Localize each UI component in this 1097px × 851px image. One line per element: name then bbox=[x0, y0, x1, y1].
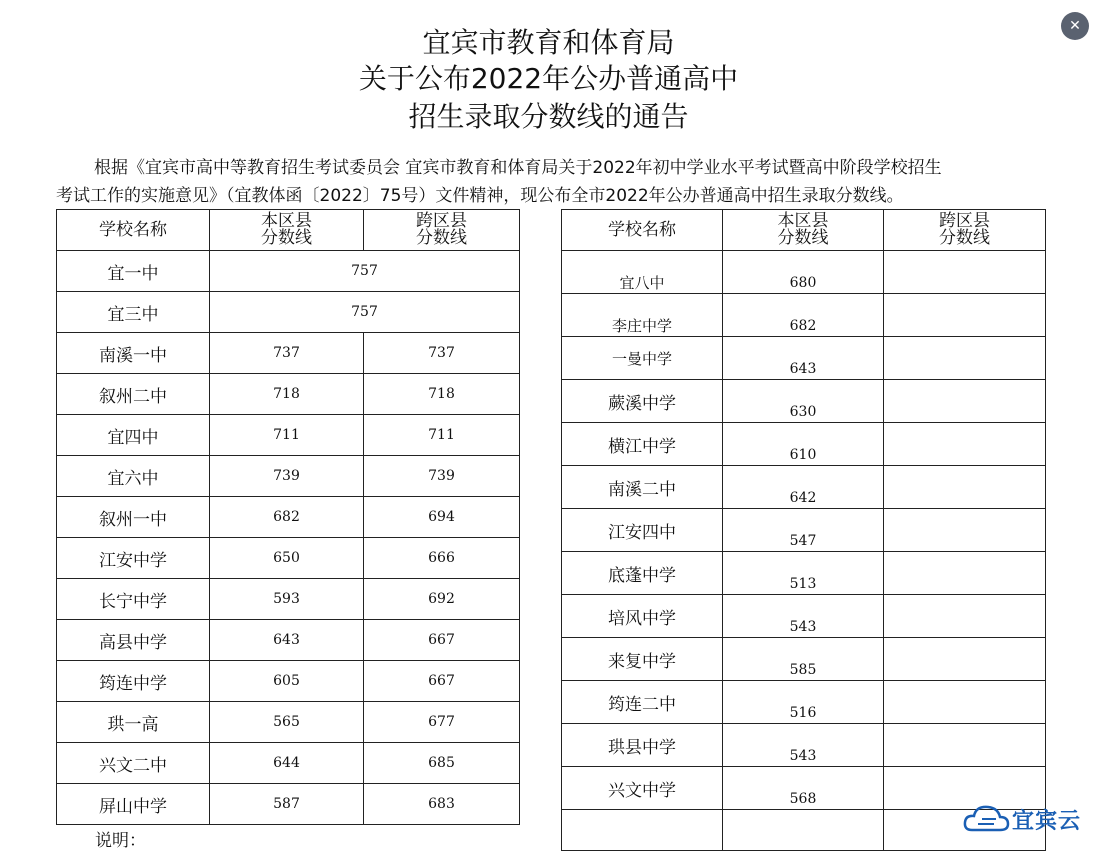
page-title-line-2: 关于公布2022年公办普通高中 bbox=[358, 62, 739, 95]
intro-paragraph-line-1: 根据《宜宾市高中等教育招生考试委员会 宜宾市教育和体育局关于2022年初中学业水平考试暨高中阶段学校招生 bbox=[94, 158, 942, 178]
local-score: 593 bbox=[210, 579, 364, 620]
page-title-line-3: 招生录取分数线的通告 bbox=[408, 100, 689, 133]
local-score: 642 bbox=[723, 466, 884, 509]
local-score: 568 bbox=[723, 767, 884, 810]
local-score: 513 bbox=[723, 552, 884, 595]
school-name: 宜三中 bbox=[57, 292, 210, 333]
local-score: 644 bbox=[210, 743, 364, 784]
score-table-right bbox=[561, 209, 1046, 851]
table-row bbox=[562, 681, 1046, 724]
merged-score: 757 bbox=[210, 251, 520, 292]
header-local-score: 本区县 分数线 bbox=[210, 210, 364, 251]
local-score: 543 bbox=[723, 724, 884, 767]
cross-score: 677 bbox=[364, 702, 520, 743]
table-row bbox=[57, 415, 520, 456]
school-name: 蕨溪中学 bbox=[562, 380, 723, 423]
table-row bbox=[562, 509, 1046, 552]
cross-score: 666 bbox=[364, 538, 520, 579]
note-label: 说明： bbox=[95, 831, 146, 851]
local-score: 643 bbox=[723, 337, 884, 380]
cross-score: 667 bbox=[364, 661, 520, 702]
cross-score bbox=[884, 251, 1046, 294]
intro-paragraph-line-2: 考试工作的实施意见》（宜教体函〔2022〕75号）文件精神，现公布全市2022年公办普通高中招生录取分数线。 bbox=[56, 186, 904, 206]
local-score: 605 bbox=[210, 661, 364, 702]
table-row bbox=[562, 595, 1046, 638]
table-row bbox=[57, 702, 520, 743]
cross-score: 739 bbox=[364, 456, 520, 497]
table-row bbox=[57, 456, 520, 497]
cross-score: 711 bbox=[364, 415, 520, 456]
school-name: 宜四中 bbox=[57, 415, 210, 456]
cross-score bbox=[884, 724, 1046, 767]
local-score bbox=[723, 810, 884, 851]
school-name: 宜六中 bbox=[57, 456, 210, 497]
table-header-row bbox=[57, 210, 520, 251]
table-row bbox=[57, 497, 520, 538]
cross-score bbox=[884, 466, 1046, 509]
local-score: 737 bbox=[210, 333, 364, 374]
cross-score bbox=[884, 509, 1046, 552]
cross-score: 683 bbox=[364, 784, 520, 825]
cross-score bbox=[884, 423, 1046, 466]
school-name: 宜八中 bbox=[562, 251, 723, 294]
table-row bbox=[562, 466, 1046, 509]
table-row bbox=[562, 251, 1046, 294]
local-score: 585 bbox=[723, 638, 884, 681]
school-name: 叙州一中 bbox=[57, 497, 210, 538]
school-name: 兴文二中 bbox=[57, 743, 210, 784]
cross-score: 718 bbox=[364, 374, 520, 415]
header-cross-score: 跨区县 分数线 bbox=[364, 210, 520, 251]
table-header-row bbox=[562, 210, 1046, 251]
cross-score bbox=[884, 681, 1046, 724]
table-row bbox=[562, 337, 1046, 380]
school-name: 屏山中学 bbox=[57, 784, 210, 825]
cross-score: 737 bbox=[364, 333, 520, 374]
table-row bbox=[562, 380, 1046, 423]
local-score: 739 bbox=[210, 456, 364, 497]
local-score: 610 bbox=[723, 423, 884, 466]
logo-text: 宜宾云 bbox=[1012, 809, 1082, 834]
close-icon[interactable]: ✕ bbox=[1061, 12, 1089, 40]
school-name: 筠连中学 bbox=[57, 661, 210, 702]
table-row bbox=[562, 724, 1046, 767]
table-row bbox=[57, 784, 520, 825]
cross-score bbox=[884, 595, 1046, 638]
local-score: 516 bbox=[723, 681, 884, 724]
table-row bbox=[562, 294, 1046, 337]
school-name: 南溪二中 bbox=[562, 466, 723, 509]
page-title-line-1: 宜宾市教育和体育局 bbox=[422, 26, 675, 59]
cross-score bbox=[884, 294, 1046, 337]
local-score: 718 bbox=[210, 374, 364, 415]
table-row bbox=[562, 552, 1046, 595]
school-name: 江安中学 bbox=[57, 538, 210, 579]
school-name: 筠连二中 bbox=[562, 681, 723, 724]
school-name: 宜一中 bbox=[57, 251, 210, 292]
cross-score: 667 bbox=[364, 620, 520, 661]
local-score: 650 bbox=[210, 538, 364, 579]
local-score: 680 bbox=[723, 251, 884, 294]
school-name: 高县中学 bbox=[57, 620, 210, 661]
school-name: 江安四中 bbox=[562, 509, 723, 552]
local-score: 682 bbox=[723, 294, 884, 337]
table-row bbox=[57, 538, 520, 579]
table-row bbox=[562, 423, 1046, 466]
table-row bbox=[57, 333, 520, 374]
cross-score: 692 bbox=[364, 579, 520, 620]
school-name: 长宁中学 bbox=[57, 579, 210, 620]
school-name: 横江中学 bbox=[562, 423, 723, 466]
header-cross-score: 跨区县 分数线 bbox=[884, 210, 1046, 251]
local-score: 711 bbox=[210, 415, 364, 456]
school-name: 珙县中学 bbox=[562, 724, 723, 767]
school-name: 底蓬中学 bbox=[562, 552, 723, 595]
table-row bbox=[57, 661, 520, 702]
local-score: 547 bbox=[723, 509, 884, 552]
score-table-left bbox=[56, 209, 520, 825]
school-name: 李庄中学 bbox=[562, 294, 723, 337]
local-score: 643 bbox=[210, 620, 364, 661]
header-school-name: 学校名称 bbox=[562, 210, 723, 251]
table-row bbox=[57, 292, 520, 333]
header-local-score: 本区县 分数线 bbox=[723, 210, 884, 251]
school-name: 叙州二中 bbox=[57, 374, 210, 415]
school-name: 兴文中学 bbox=[562, 767, 723, 810]
table-row bbox=[57, 251, 520, 292]
cross-score: 694 bbox=[364, 497, 520, 538]
school-name: 珙一高 bbox=[57, 702, 210, 743]
school-name: 一曼中学 bbox=[562, 337, 723, 380]
school-name: 来复中学 bbox=[562, 638, 723, 681]
school-name: 南溪一中 bbox=[57, 333, 210, 374]
cross-score bbox=[884, 552, 1046, 595]
cross-score bbox=[884, 380, 1046, 423]
cross-score bbox=[884, 337, 1046, 380]
local-score: 543 bbox=[723, 595, 884, 638]
local-score: 630 bbox=[723, 380, 884, 423]
table-row bbox=[57, 743, 520, 784]
table-row bbox=[562, 638, 1046, 681]
school-name: 培风中学 bbox=[562, 595, 723, 638]
table-row bbox=[57, 620, 520, 661]
table-row bbox=[57, 374, 520, 415]
merged-score: 757 bbox=[210, 292, 520, 333]
school-name bbox=[562, 810, 723, 851]
cross-score: 685 bbox=[364, 743, 520, 784]
cross-score bbox=[884, 638, 1046, 681]
header-school-name: 学校名称 bbox=[57, 210, 210, 251]
local-score: 682 bbox=[210, 497, 364, 538]
local-score: 565 bbox=[210, 702, 364, 743]
local-score: 587 bbox=[210, 784, 364, 825]
table-row bbox=[57, 579, 520, 620]
